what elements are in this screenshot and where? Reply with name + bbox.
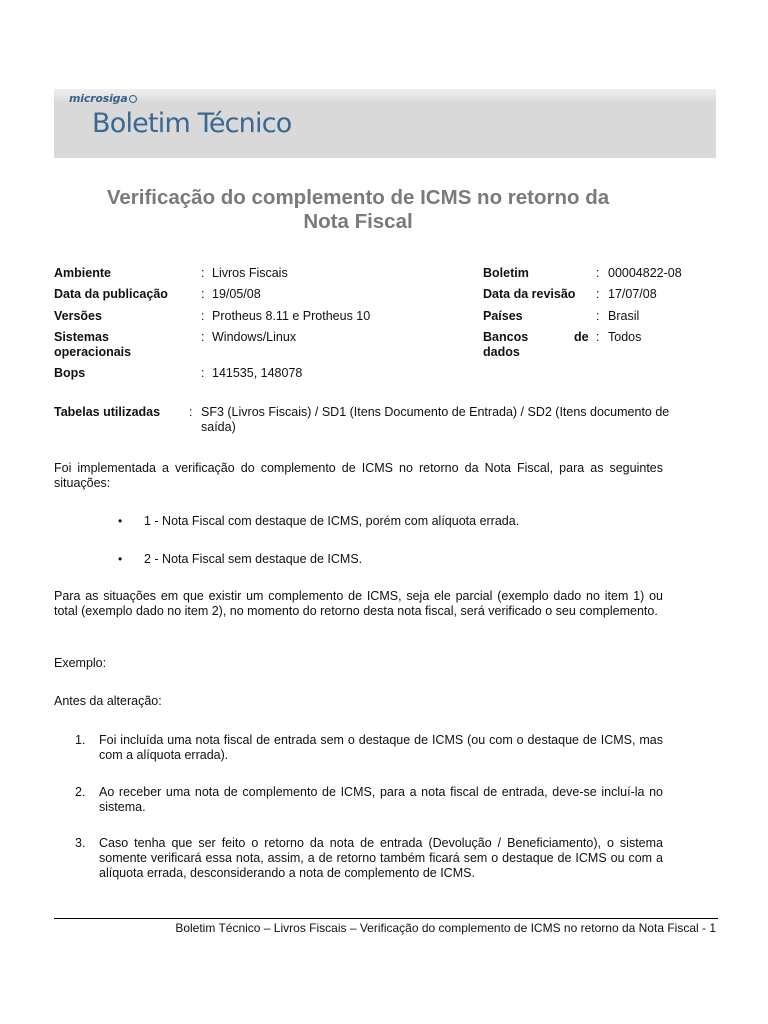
footer-divider — [54, 918, 718, 919]
item-text: Caso tenha que ser feito o retorno da nota de entrada (Devolução / Beneficiamento), o sistema somente verificará essa nota, assim, a de retorno também ficará sem o destaque de ICMS ou com a alíquota errada, desconsiderando a nota de complemento de ICMS. — [99, 836, 663, 880]
meta-colon: : — [201, 366, 205, 380]
numbered-item — [75, 836, 663, 881]
meta-value: 17/07/08 — [608, 287, 657, 301]
title-line-2: Nota Fiscal — [303, 210, 413, 233]
meta-key: Boletim — [483, 266, 529, 280]
meta-value: Protheus 8.11 e Protheus 10 — [212, 309, 371, 323]
meta-colon: : — [201, 330, 205, 344]
page-footer: Boletim Técnico – Livros Fiscais – Verificação do complemento de ICMS no retorno da Nota Fiscal - 1 — [175, 921, 716, 935]
meta-value: 141535, 148078 — [212, 366, 303, 380]
banner-top-strip — [54, 89, 716, 103]
numbered-item — [75, 785, 663, 815]
meta-colon: : — [189, 405, 193, 419]
tabelas-line-1: SF3 (Livros Fiscais) / SD1 (Itens Documento de Entrada) / SD2 (Itens documento de — [201, 405, 670, 419]
bullet-dot-icon: • — [118, 552, 123, 566]
meta-value: Windows/Linux — [212, 330, 297, 344]
meta-colon: : — [201, 266, 205, 280]
meta-key: Versões — [54, 309, 102, 323]
logo-ring-icon — [129, 95, 137, 103]
meta-key: de — [574, 330, 589, 344]
intro-paragraph: Foi implementada a verificação do complemento de ICMS no retorno da Nota Fiscal, para as seguintes situações: — [54, 461, 663, 490]
meta-colon: : — [201, 287, 205, 301]
meta-key: Ambiente — [54, 266, 111, 280]
banner-title: Boletim Técnico — [92, 108, 292, 139]
meta-key: Países — [483, 309, 523, 323]
meta-value: Livros Fiscais — [212, 266, 288, 280]
metadata-right — [483, 266, 713, 366]
item-text: Foi incluída uma nota fiscal de entrada sem o destaque de ICMS (ou com o destaque de ICMS, mas com a alíquota errada). — [99, 733, 663, 762]
bullet-text: 1 - Nota Fiscal com destaque de ICMS, porém com alíquota errada. — [144, 514, 520, 528]
complement-paragraph: Para as situações em que existir um complemento de ICMS, seja ele parcial (exemplo dado no item 1) ou total (exemplo dado no item 2), no momento do retorno desta nota fiscal, será verificado o seu complemento. — [54, 589, 663, 618]
meta-value: 00004822-08 — [608, 266, 682, 280]
title-line-1: Verificação do complemento de ICMS no retorno da — [106, 186, 610, 209]
item-text: Ao receber uma nota de complemento de ICMS, para a nota fiscal de entrada, deve-se incluí-la no sistema. — [99, 785, 663, 814]
meta-value: Todos — [608, 330, 642, 344]
tabelas-utilizadas — [54, 405, 716, 437]
meta-key: Tabelas utilizadas — [54, 405, 161, 419]
meta-colon: : — [596, 266, 600, 280]
meta-value: Brasil — [608, 309, 640, 323]
microsiga-logo: microsiga — [69, 92, 137, 105]
meta-key: Sistemas — [54, 330, 109, 344]
document-title — [60, 186, 656, 234]
antes-label: Antes da alteração: — [54, 694, 162, 708]
meta-value: 19/05/08 — [212, 287, 261, 301]
bullet-text: 2 - Nota Fiscal sem destaque de ICMS. — [144, 552, 363, 566]
meta-colon: : — [201, 309, 205, 323]
meta-key: operacionais — [54, 345, 132, 359]
meta-colon: : — [596, 287, 600, 301]
exemplo-label: Exemplo: — [54, 656, 107, 670]
item-number: 2. — [75, 785, 86, 799]
meta-key: Bops — [54, 366, 86, 380]
meta-key: Data da revisão — [483, 287, 576, 301]
metadata-left — [54, 266, 474, 386]
meta-key: dados — [483, 345, 520, 359]
meta-colon: : — [596, 330, 600, 344]
item-number: 1. — [75, 733, 86, 747]
meta-key: Bancos — [483, 330, 529, 344]
tabelas-line-2: saída) — [201, 420, 236, 434]
meta-colon: : — [596, 309, 600, 323]
numbered-item — [75, 733, 663, 763]
bullet-dot-icon: • — [118, 514, 123, 528]
meta-key: Data da publicação — [54, 287, 168, 301]
header-banner — [54, 89, 716, 158]
item-number: 3. — [75, 836, 86, 850]
